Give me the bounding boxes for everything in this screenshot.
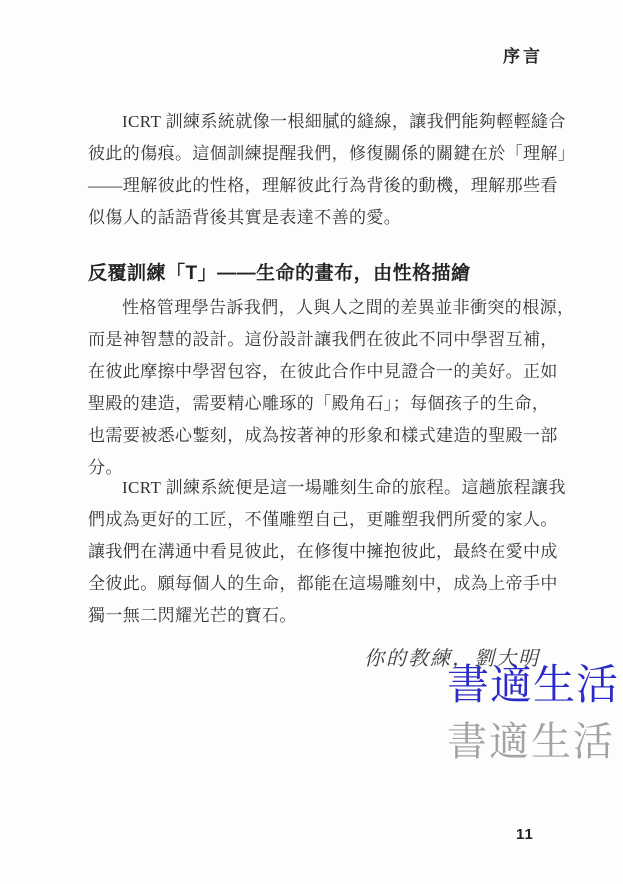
watermark-blue: 書適生活 bbox=[447, 663, 620, 709]
paragraph-line: 也需要被悉心鏨刻，成為按著神的形象和樣式建造的聖殿一部 bbox=[88, 426, 558, 445]
paragraph-2 bbox=[88, 292, 575, 484]
paragraph-line: ICRT 訓練系統就像一根細膩的縫線，讓我們能夠輕輕縫合 bbox=[122, 112, 566, 131]
paragraph-line: 似傷人的話語背後其實是表達不善的愛。 bbox=[88, 208, 402, 227]
paragraph-3 bbox=[88, 472, 566, 632]
paragraph-line: 全彼此。願每個人的生命，都能在這場雕刻中，成為上帝手中 bbox=[88, 574, 558, 593]
paragraph-line: 分。 bbox=[88, 458, 123, 477]
page-number: 11 bbox=[516, 826, 534, 843]
paragraph-1 bbox=[88, 106, 576, 234]
paragraph-line: 性格管理學告訴我們，人與人之間的差異並非衝突的根源， bbox=[122, 298, 575, 317]
page-header-title: 序言 bbox=[503, 47, 543, 66]
paragraph-line: 聖殿的建造，需要精心雕琢的「殿角石」；每個孩子的生命， bbox=[88, 394, 550, 413]
author-signature: 你的教練，劉大明 bbox=[364, 648, 540, 670]
watermark-gray: 書適生活 bbox=[447, 719, 615, 764]
paragraph-line: 們成為更好的工匠，不僅雕塑自己，更雕塑我們所愛的家人。 bbox=[88, 510, 558, 529]
paragraph-line: 彼此的傷痕。這個訓練提醒我們，修復關係的關鍵在於「理解」 bbox=[88, 144, 576, 163]
paragraph-line: 讓我們在溝通中看見彼此，在修復中擁抱彼此，最終在愛中成 bbox=[88, 542, 558, 561]
paragraph-line: 在彼此摩擦中學習包容，在彼此合作中見證合一的美好。正如 bbox=[88, 362, 558, 381]
paragraph-line: ——理解彼此的性格，理解彼此行為背後的動機，理解那些看 bbox=[88, 176, 558, 195]
paragraph-line: ICRT 訓練系統便是這一場雕刻生命的旅程。這趟旅程讓我 bbox=[122, 478, 566, 497]
paragraph-line: 獨一無二閃耀光芒的寶石。 bbox=[88, 606, 297, 625]
section-heading: 反覆訓練「T」——生命的畫布，由性格描繪 bbox=[88, 263, 471, 284]
paragraph-line: 而是神智慧的設計。這份設計讓我們在彼此不同中學習互補， bbox=[88, 330, 558, 349]
